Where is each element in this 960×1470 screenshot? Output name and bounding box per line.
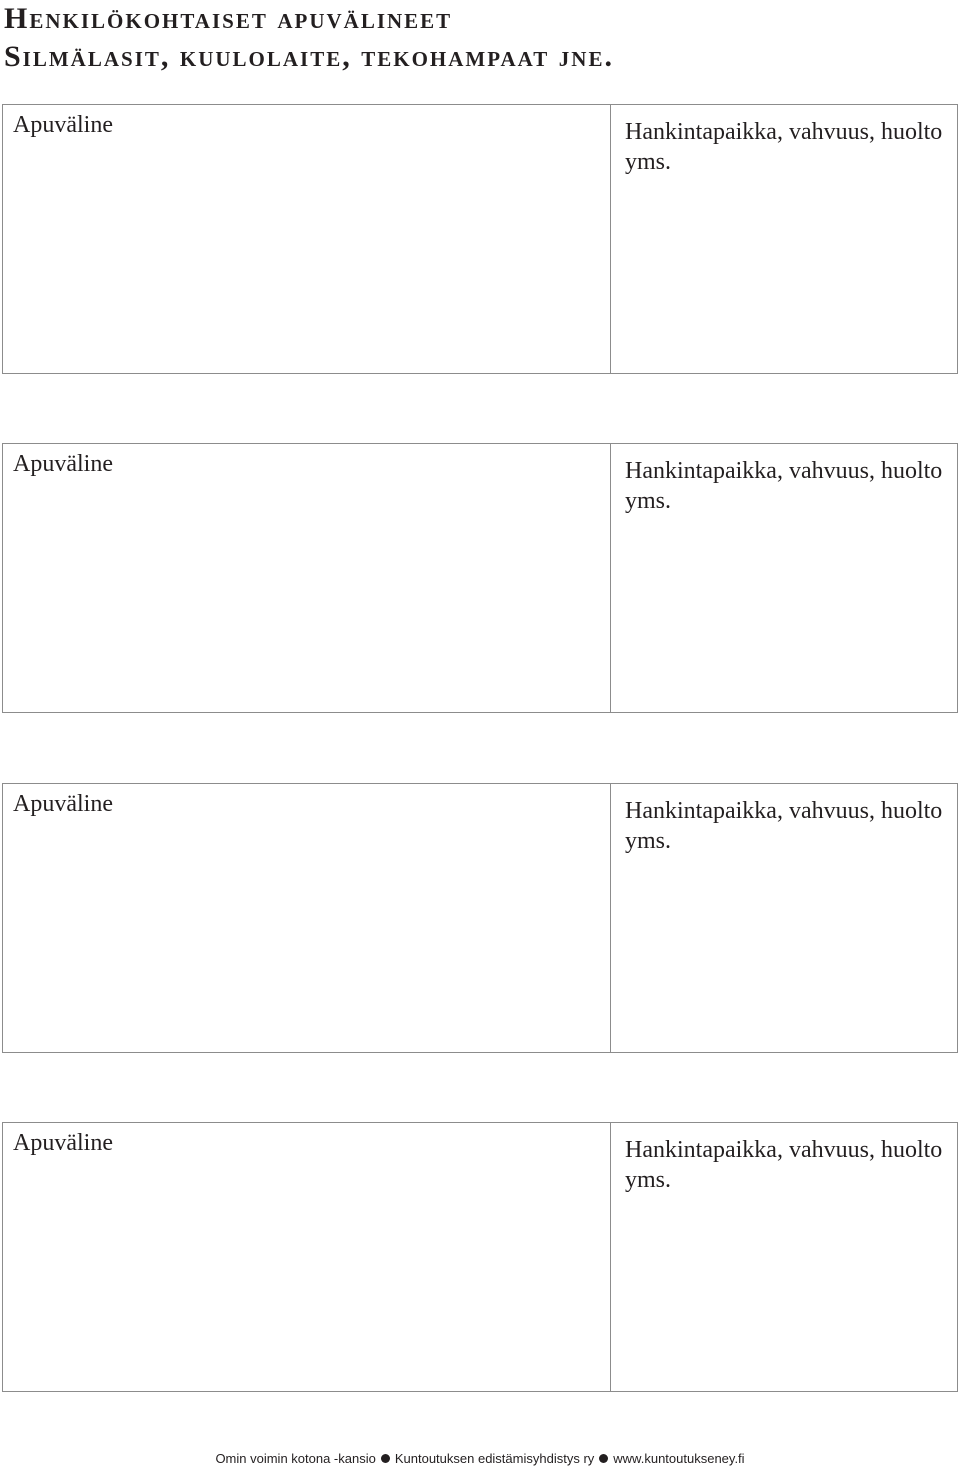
aid-entry-card-2 [2,443,958,713]
aid-name-label: Apuväline [13,451,113,477]
page-footer [0,1450,960,1468]
page-title [4,0,954,76]
column-divider [610,444,611,712]
column-divider [610,105,611,373]
aid-name-label: Apuväline [13,791,113,817]
footer-folder-name: Omin voimin kotona -kansio [215,1451,376,1466]
aid-details-label: Hankintapaikka, vahvuus, huolto yms. [625,119,943,175]
column-divider [610,784,611,1052]
page-title-line-1: Henkilökohtaiset apuvälineet [4,2,453,35]
aid-details-label: Hankintapaikka, vahvuus, huolto yms. [625,798,943,854]
aid-details-label: Hankintapaikka, vahvuus, huolto yms. [625,1137,943,1193]
bullet-dot-icon [599,1454,608,1463]
page-subtitle: Silmälasit, kuulolaite, tekohampaat jne. [4,40,614,73]
footer-website: www.kuntoutukseney.fi [613,1451,745,1466]
aid-entry-card-1 [2,104,958,374]
aid-entry-card-3 [2,783,958,1053]
aid-details-label: Hankintapaikka, vahvuus, huolto yms. [625,458,943,514]
aid-name-label: Apuväline [13,112,113,138]
aid-entry-card-4 [2,1122,958,1392]
footer-organization: Kuntoutuksen edistämisyhdistys ry [394,1451,595,1466]
bullet-dot-icon [381,1454,390,1463]
column-divider [610,1123,611,1391]
aid-name-label: Apuväline [13,1130,113,1156]
